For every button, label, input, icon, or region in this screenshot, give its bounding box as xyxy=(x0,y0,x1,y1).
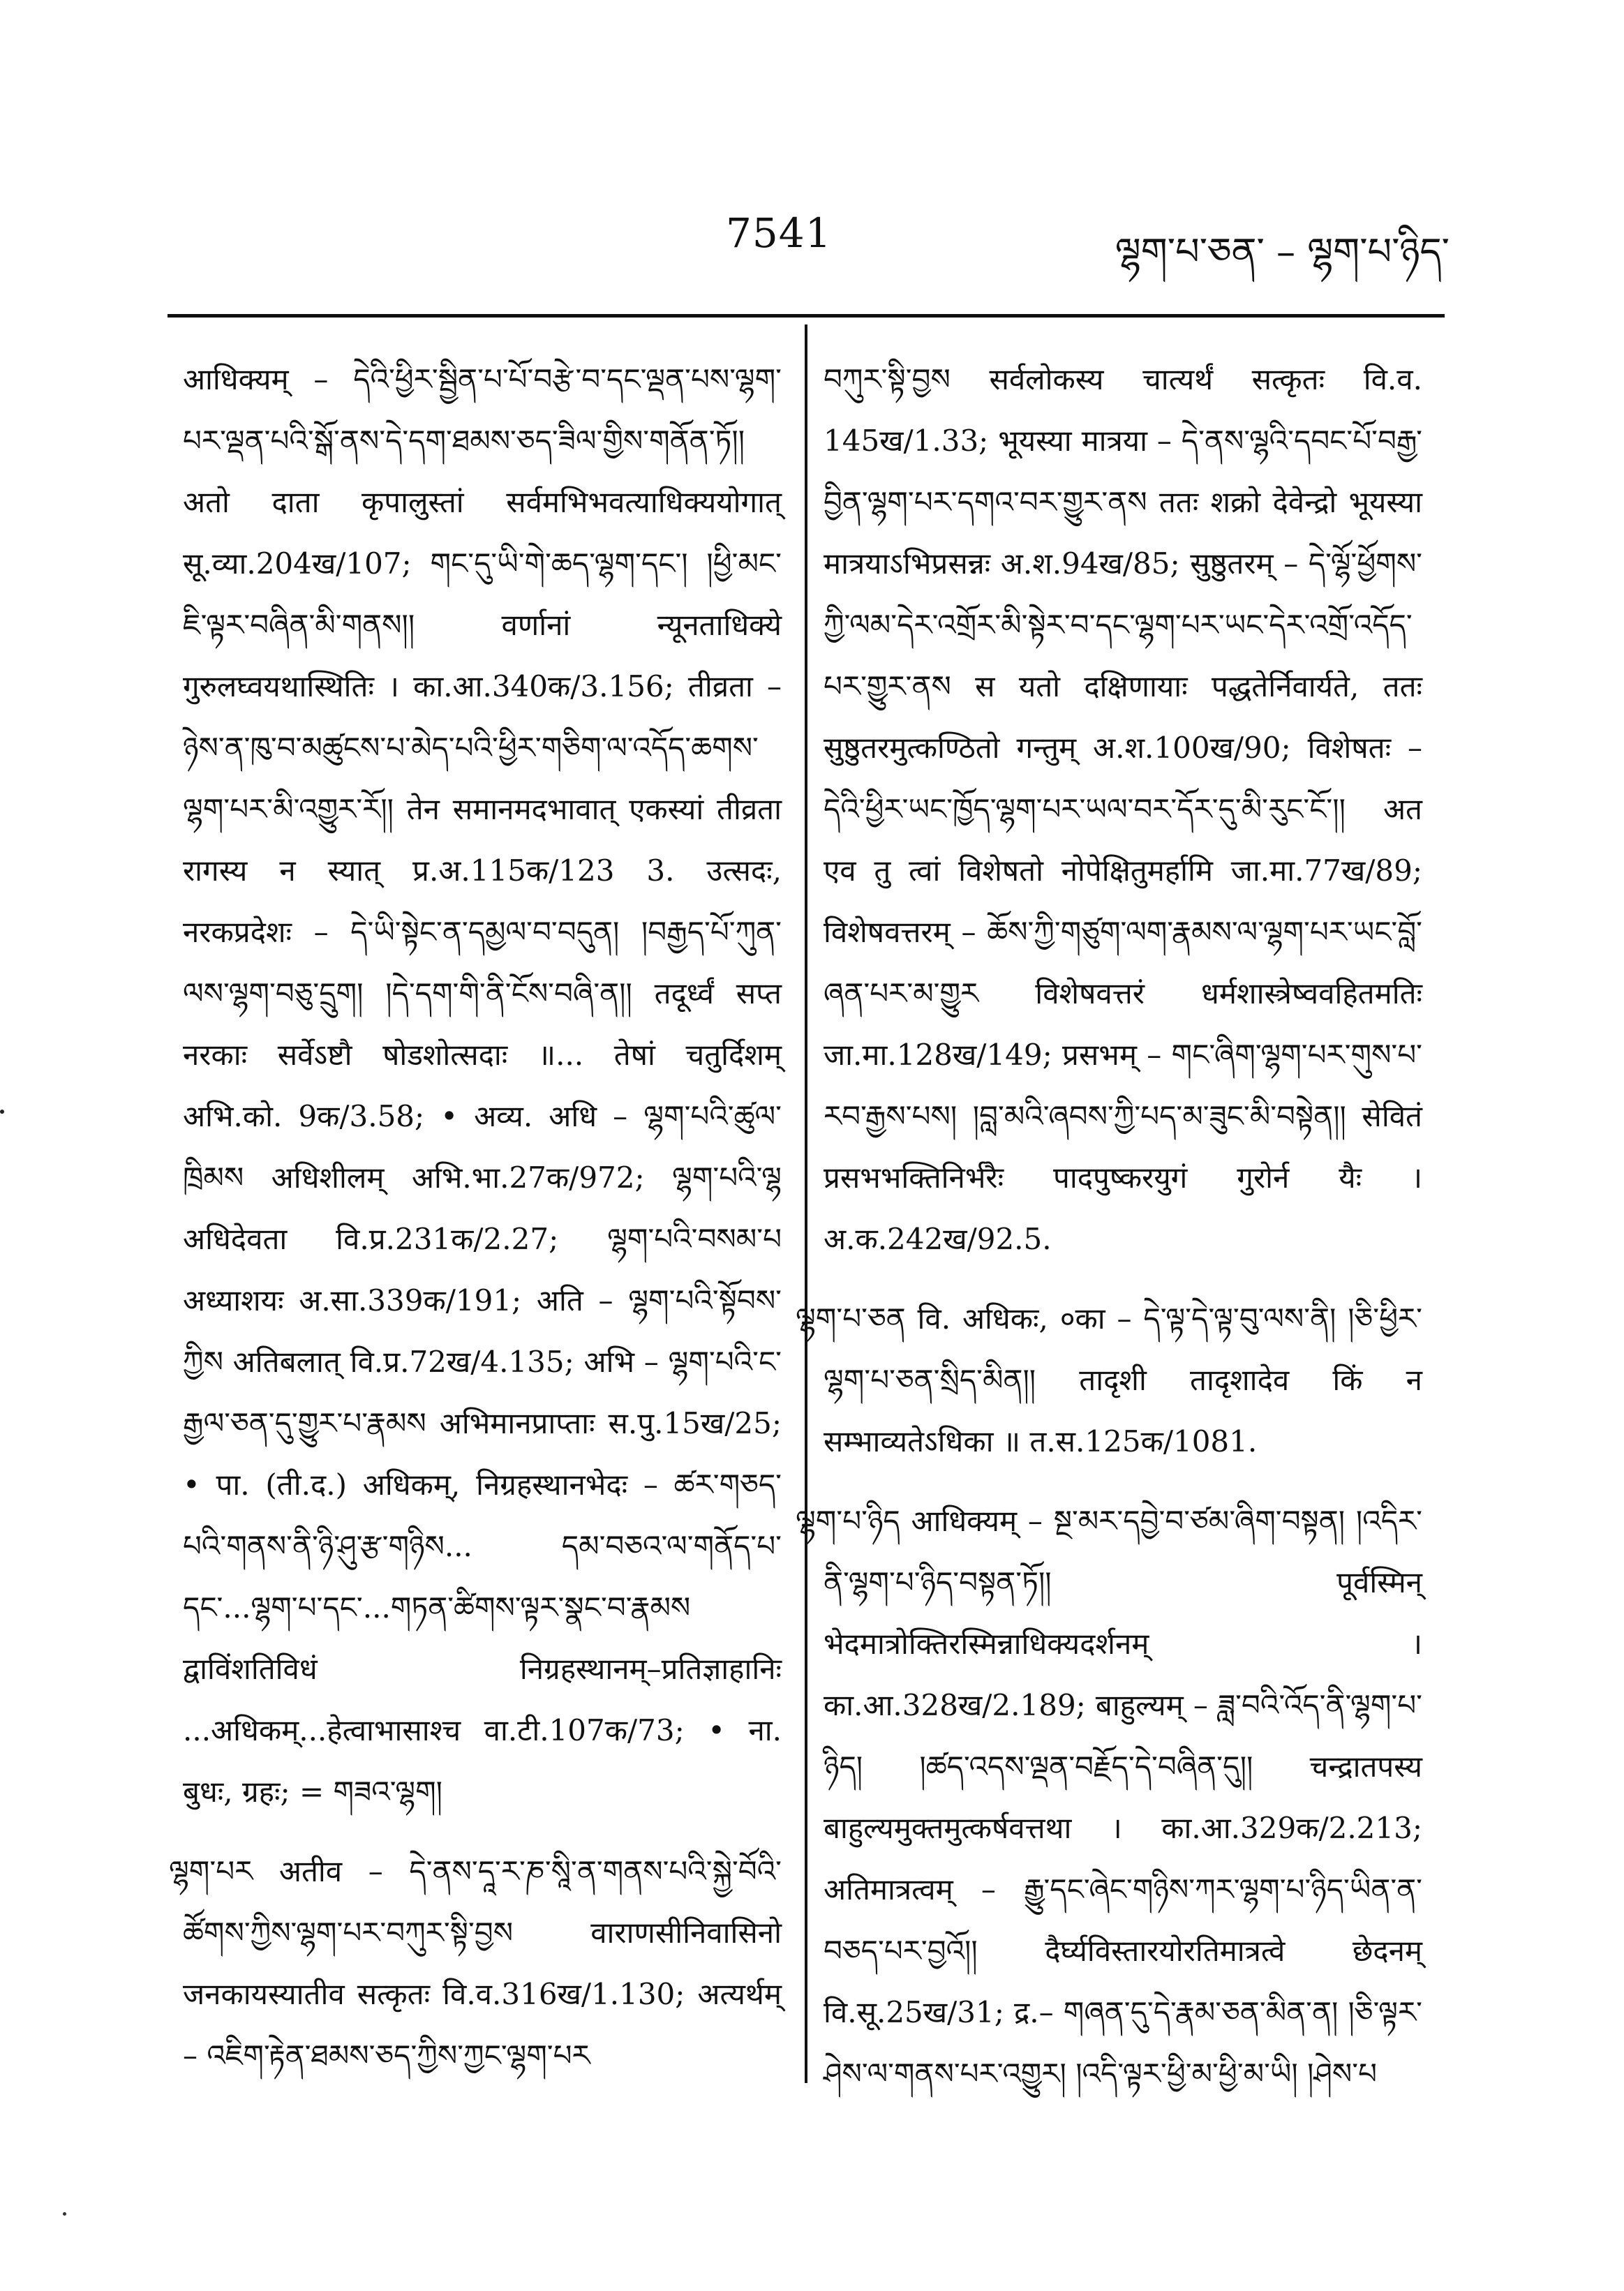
header-rule xyxy=(167,314,1445,318)
page-number: 7541 xyxy=(726,209,832,257)
right-column xyxy=(796,349,1422,2123)
left-column xyxy=(169,349,782,2105)
dictionary-entry: ལྷག་པ་ཉིད आधिक्यम् – སྔ་མར་དབྱེ་བ་ཙམ་ཞིག་བསྟན། །འདིར་ནི་ལྷག་པ་ཉིད་བསྟན་ཏོ།། पूर्वस्मिन् भेदमात्रोक्तिरस्मिन्नाधिक्यदर्शनम् । का.आ.328ख/2.189; बाहुल्यम् – ཟླ་བའི་འོད་ནི་ལྷག་པ་ཉིད། །ཚད་འདས་ལྡན་བརྗོད་དེ་བཞིན་དུ།། चन्द्रातपस्य बाहुल्यमुक्तमुत्कर्षवत्तथा । का.आ.329क/2.213; अतिमात्रत्वम् – རྒྱུ་དང་ཞེང་གཉིས་ཀར་ལྷག་པ་ཉིད་ཡིན་ན་བཅད་པར་བྱའོ།། दैर्घ्यविस्तारयोरतिमात्रत्वे छेदनम् वि.सू.25ख/31; द्र.– གཞན་དུ་དེ་རྣམ་ཅན་མིན་ན། །ཅི་ལྟར་ཤེས་ལ་གནས་པར་འགྱུར། །འདི་ལྟར་ཕྱི་མ་ཕྱི་མ་ཡི། །ཤེས་པ xyxy=(796,1504,1422,2091)
margin-dot xyxy=(0,1110,4,1114)
running-head: ལྷག་པ་ཅན་ – ལྷག་པ་ཉིད་ xyxy=(1115,230,1450,274)
dictionary-entry: ལྷག་པ་ཅན वि. अधिकः, ०का – དེ་ལྟ་དེ་ལྟ་བུ་ལས་ནི། །ཅི་ཕྱིར་ལྷག་པ་ཅན་སྲིད་མིན།། तादृशी तादृशादेव किं न सम्भाव्यतेऽधिका ॥ त.स.125क/1081. xyxy=(796,1301,1422,1458)
margin-dot xyxy=(63,2212,66,2216)
dictionary-entry: བཀུར་སྟི་བྱས सर्वलोकस्य चात्यर्थं सत्कृतः वि.व. 145ख/1.33; भूयस्या मात्रया – དེ་ནས་ལྷའི་དབང་པོ་བརྒྱ་བྱིན་ལྷག་པར་དགའ་བར་གྱུར་ནས ततः शक्रो देवेन्द्रो भूयस्या मात्रयाऽभिप्रसन्नः अ.श.94ख/85; सुष्ठुतरम् – དེ་ལྷོ་ཕྱོགས་ཀྱི་ལམ་དེར་འགྲོར་མི་སྟེར་བ་དང་ལྷག་པར་ཡང་དེར་འགྲོ་འདོད་པར་གྱུར་ནས स यतो दक्षिणायाः पद्धतेर्निवार्यते, ततः सुष्ठुतरमुत्कण्ठितो गन्तुम् अ.श.100ख/90; विशेषतः – དེའི་ཕྱིར་ཡང་ཁྱོད་ལྷག་པར་ཡལ་བར་དོར་དུ་མི་རུང་ངོ་།། अत एव तु त्वां विशेषतो नोपेक्षितुमर्हामि जा.मा.77ख/89; विशेषवत्तरम् – ཆོས་ཀྱི་གཙུག་ལག་རྣམས་ལ་ལྷག་པར་ཡང་བློ་ཞན་པར་མ་གྱུར विशेषवत्तरं धर्मशास्त्रेष्ववहितमतिः जा.मा.128ख/149; प्रसभम् – གང་ཞིག་ལྷག་པར་གུས་པ་རབ་རྒྱས་པས། །བླ་མའི་ཞབས་ཀྱི་པད་མ་ཟུང་མི་བསྟེན།། सेवितं प्रसभभक्तिनिर्भरैः पादपुष्करयुगं गुरोर्न यैः । अ.क.242ख/92.5. xyxy=(824,362,1422,1256)
dictionary-entry: ལྷག་པར अतीव – དེ་ནས་དཱ་ར་ཎ་སཱི་ན་གནས་པའི་སྐྱེ་བོའི་ཚོགས་ཀྱིས་ལྷག་པར་བཀུར་སྟི་བྱས वाराणसीनिवासिनो जनकायस्यातीव सत्कृतः वि.व.316ख/1.130; अत्यर्थम् – འཇིག་རྟེན་ཐམས་ཅད་ཀྱིས་ཀྱང་ལྷག་པར xyxy=(169,1854,782,2073)
dictionary-entry: आधिक्यम् – དེའི་ཕྱིར་སྦྱིན་པ་པོ་བརྩེ་བ་དང་ལྡན་པས་ལྷག་པར་ལྡན་པའི་སྒོ་ནས་དེ་དག་ཐམས་ཅད་ཟིལ་གྱིས་གནོན་ཏོ།། अतो दाता कृपालुस्तां सर्वमभिभवत्याधिक्ययोगात् सू.व्या.204ख/107; གང་དུ་ཡི་གེ་ཆད་ལྷག་དང་། །ཕྱི་མང་ཇི་ལྟར་བཞིན་མི་གནས།། वर्णानां न्यूनताधिक्ये गुरुलघ्वयथास्थितिः । का.आ.340क/3.156; तीव्रता – ཉེས་ན་ཁུ་བ་མཚུངས་པ་མེད་པའི་ཕྱིར་གཅིག་ལ་འདོད་ཆགས་ལྷག་པར་མི་འགྱུར་རོ།། तेन समानमदभावात् एकस्यां तीव्रता रागस्य न स्यात् प्र.अ.115क/123 3. उत्सदः, नरकप्रदेशः – དེ་ཡི་སྟེང་ན་དམྱལ་བ་བདུན། །བརྒྱད་པོ་ཀུན་ལས་ལྷག་བཅུ་དྲུག། །དེ་དག་གི་ནི་ངོས་བཞི་ན།། तदूर्ध्वं सप्त नरकाः सर्वेऽष्टौ षोडशोत्सदाः ॥... तेषां चतुर्दिशम् अभि.को. 9क/3.58; • अव्य. अधि – ལྷག་པའི་ཚུལ་ཁྲིམས अधिशीलम् अभि.भा.27क/972; ལྷག་པའི་ལྷ अधिदेवता वि.प्र.231क/2.27; ལྷག་པའི་བསམ་པ अध्याशयः अ.सा.339क/191; अति – ལྷག་པའི་སྟོབས་ཀྱིས अतिबलात् वि.प्र.72ख/4.135; अभि – ལྷག་པའི་ང་རྒྱལ་ཅན་དུ་གྱུར་པ་རྣམས अभिमानप्राप्ताः स.पु.15ख/25; • पा. (ती.द.) अधिकम्, निग्रहस्थानभेदः – ཚར་གཅད་པའི་གནས་ནི་ཉི་ཤུ་རྩ་གཉིས... དམ་བཅའ་ལ་གནོད་པ་དང་...ལྷག་པ་དང་...གཏན་ཚིགས་ལྟར་སྣང་བ་རྣམས द्वाविंशतिविधं निग्रहस्थानम्–प्रतिज्ञाहानिः ...अधिकम्...हेत्वाभासाश्च वा.टी.107क/73; • ना. बुधः, ग्रहः; = གཟའ་ལྷག། xyxy=(183,362,782,1809)
